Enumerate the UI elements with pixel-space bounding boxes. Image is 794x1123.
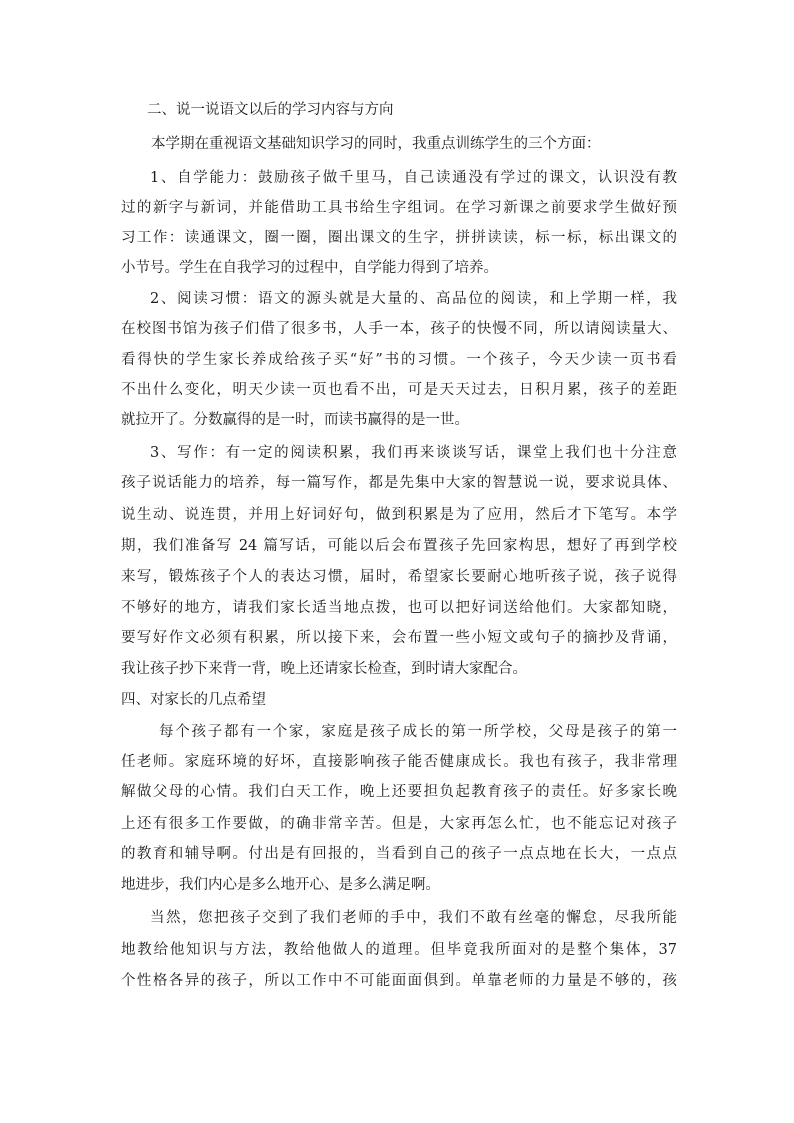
- text-line: 过的新字与新词，并能借助工具书给生字组词。在学习新课之前要求学生做好预: [121, 200, 677, 216]
- text-line: 习工作：读通课文，圈一圈，圈出课文的生字，拼拼读读，标一标，标出课文的: [121, 230, 677, 246]
- text-line: 我让孩子抄下来背一背，晚上还请家长检查，到时请大家配合。: [121, 661, 527, 677]
- text-line: 说生动、说连贯，并用上好词好句，做到积累是为了应用，然后才下笔写。本学: [121, 507, 677, 523]
- text-line: 上还有很多工作要做，的确非常辛苦。但是，大家再怎么忙，也不能忘记对孩子: [121, 816, 677, 832]
- text-line: 地进步，我们内心是多么地开心、是多么满足啊。: [121, 877, 440, 893]
- text-line: 个性格各异的孩子，所以工作中不可能面面俱到。单靠老师的力量是不够的，孩: [121, 973, 677, 989]
- text-line: 地教给他知识与方法，教给他做人的道理。但毕竟我所面对的是整个集体，37: [121, 942, 677, 958]
- text-line: 不够好的地方，请我们家长适当地点拨，也可以把好词送给他们。大家都知晓，: [121, 600, 677, 616]
- text-line: 看得快的学生家长养成给孩子买“好”书的习惯。一个孩子，今天少读一页书看: [121, 352, 677, 368]
- text-line: 当然，您把孩子交到了我们老师的手中，我们不敢有丝毫的懈怠，尽我所能: [150, 910, 677, 926]
- text-line: 小节号。学生在自我学习的过程中，自学能力得到了培养。: [121, 260, 498, 276]
- text-line: 的教育和辅导啊。付出是有回报的，当看到自己的孩子一点点地在长大，一点点: [121, 846, 677, 862]
- text-line: 就拉开了。分数赢得的是一时，而读书赢得的是一世。: [121, 412, 469, 428]
- text-line: 四、对家长的几点希望: [121, 692, 266, 708]
- text-line: 解做父母的心情。我们白天工作，晚上还要担负起教育孩子的责任。好多家长晚: [121, 784, 677, 800]
- text-line: 来写，锻炼孩子个人的表达习惯，届时，希望家长要耐心地听孩子说，孩子说得: [121, 569, 677, 585]
- text-line: 3、写作：有一定的阅读积累，我们再来谈谈写话，课堂上我们也十分注意: [150, 445, 677, 461]
- text-line: 期，我们准备写 24 篇写话，可能以后会布置孩子先回家构思，想好了再到学校: [121, 538, 677, 554]
- text-line: 在校图书馆为孩子们借了很多书，人手一本，孩子的快慢不同，所以请阅读量大、: [121, 321, 677, 337]
- text-line: 1、自学能力：鼓励孩子做千里马，自己读通没有学过的课文，认识没有教: [150, 170, 677, 186]
- text-line: 孩子说话能力的培养，每一篇写作，都是先集中大家的智慧说一说，要求说具体、: [121, 475, 677, 491]
- text-line: 每个孩子都有一个家，家庭是孩子成长的第一所学校，父母是孩子的第一: [159, 724, 677, 740]
- text-line: 任老师。家庭环境的好坏，直接影响孩子能否健康成长。我也有孩子，我非常理: [121, 754, 677, 770]
- text-line: 不出什么变化，明天少读一页也看不出，可是天天过去，日积月累，孩子的差距: [121, 382, 677, 398]
- text-line: 二、说一说语文以后的学习内容与方向: [147, 102, 394, 118]
- text-line: 本学期在重视语文基础知识学习的同时，我重点训练学生的三个方面：: [151, 136, 601, 152]
- text-line: 2、阅读习惯：语文的源头就是大量的、高品位的阅读，和上学期一样，我: [150, 291, 677, 307]
- text-line: 要写好作文必须有积累，所以接下来，会布置一些小短文或句子的摘抄及背诵，: [121, 630, 677, 646]
